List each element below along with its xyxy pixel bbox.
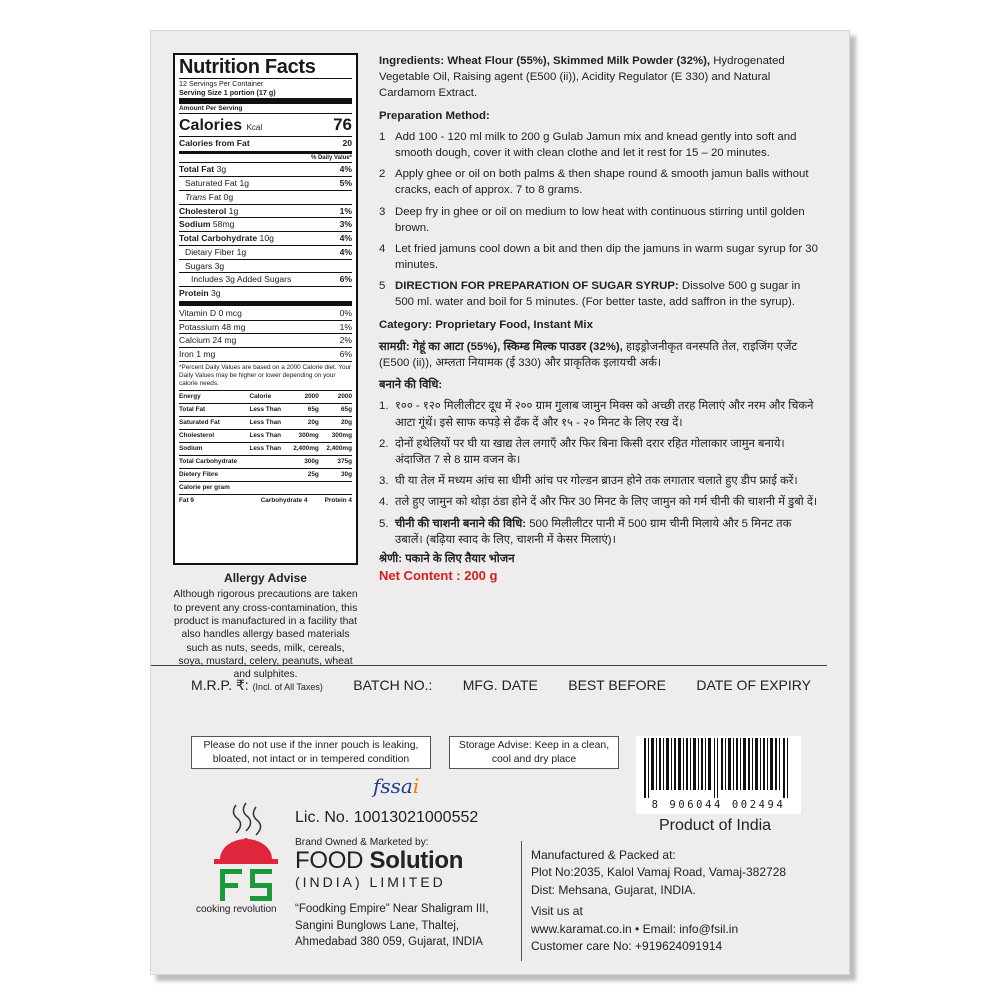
mrp-row xyxy=(191,677,811,694)
nutrient-row: Total Carbohydrate 10g 4% xyxy=(179,233,352,244)
calories-value: 76 xyxy=(333,115,352,135)
best-before-label: BEST BEFORE xyxy=(568,677,667,693)
list-item: 2 Apply ghee or oil on both palms & then shape round & smooth jamun balls without cracks, each of approx. 7 to 8 grams. xyxy=(379,168,809,197)
calories-label: Calories xyxy=(179,117,243,135)
serving-size: Serving Size 1 portion (17 g) xyxy=(179,88,276,97)
table-row: Total Carbohydrate 300g 375g xyxy=(179,455,352,468)
vitamin-row: Potassium 48 mg 1% xyxy=(179,321,352,332)
nutrient-row: Trans Fat 0g xyxy=(179,190,352,204)
category-hi: श्रेणी: पकाने के लिए तैयार भोजन xyxy=(379,552,515,565)
nutrient-row: Sodium 58mg 3% xyxy=(179,219,352,230)
dv-header: % Daily Value* xyxy=(310,154,352,161)
license-number: Lic. No. 10013021000552 xyxy=(295,809,479,826)
fssai-logo: fssai xyxy=(373,774,420,798)
table-row: Calorie per gram xyxy=(179,481,352,494)
mrp-label: M.R.P. ₹: (Incl. of All Taxes) xyxy=(191,677,323,693)
vitamin-row: Vitamin D 0 mcg 0% xyxy=(179,307,352,318)
list-item: 1 Add 100 - 120 ml milk to 200 g Gulab Jamun mix and knead gently into soft and smooth dough, cover it with clean clothe and let it rest for 15 – 20 minutes. xyxy=(379,130,797,159)
barcode xyxy=(636,736,801,814)
nutrient-row: Protein 3g xyxy=(179,286,352,300)
mfg-date-label: MFG. DATE xyxy=(462,677,538,693)
table-row: Dietery Fibre 25g 30g xyxy=(179,468,352,481)
expiry-label: DATE OF EXPIRY xyxy=(696,677,811,693)
list-item: 4 Let fried jamuns cool down a bit and then dip the jamuns in warm sugar syrup for 30 minutes. xyxy=(379,242,818,272)
barcode-digits: 8 906044 002494 xyxy=(651,799,786,811)
category-en: Category: Proprietary Food, Instant Mix xyxy=(379,318,593,331)
ingredients-hi: सामग्री: गेहूं का आटा (55%), स्किम्ड मिल्क पाउडर (32%), हाइड्रोजनीकृत वनस्पति तेल, राइजिंग एजेंट (E500 (ii)), अम्लता नियामक (ई 330) और प्राकृतिक इलायची अर्क। xyxy=(379,340,798,369)
net-content: Net Content : 200 g xyxy=(379,568,498,584)
vitamin-row: Calcium 24 mg 2% xyxy=(179,335,352,346)
servings-per-container: 12 Servings Per Container xyxy=(179,79,264,88)
product-info-text xyxy=(379,53,819,586)
pouch-warning: Please do not use if the inner pouch is leaking, bloated, not intact or in tempered condition xyxy=(191,736,431,769)
daily-value-table xyxy=(179,390,352,507)
dv-footnote: *Percent Daily Values are based on a 2000 Calorie diet. Your Daily Values may be higher or lower depending on your calorie needs. xyxy=(179,361,352,390)
list-item: 4. तले हुए जामुन को थोड़ा ठंडा होने दें और फिर 30 मिनट के लिए जामुन को गर्म चीनी की चाशनी में डुबो दें। xyxy=(379,496,818,509)
nutrient-row: Saturated Fat 1g 5% xyxy=(179,176,352,190)
calories-from-fat-row xyxy=(179,136,352,150)
calories-unit: Kcal xyxy=(246,123,263,133)
allergy-title: Allergy Advise xyxy=(224,571,307,585)
table-row: Fat 9 Carbohydrate 4 Protein 4 xyxy=(179,494,352,507)
table-row: Saturated Fat Less Than 20g 20g xyxy=(179,416,352,429)
brand-address: “Foodking Empire” Near Shaligram III, Sangini Bunglows Lane, Thaltej, Ahmedabad 380 059, Gujarat, INDIA xyxy=(295,903,489,949)
product-origin: Product of India xyxy=(659,817,772,834)
list-item: 3 Deep fry in ghee or oil on medium to low heat with continuous stirring until golden brown. xyxy=(379,205,805,234)
prep-steps-hi xyxy=(379,398,819,548)
list-item: 5. चीनी की चाशनी बनाने की विधि: 500 मिलीलीटर पानी में 500 ग्राम चीनी मिलाये और 5 मिनट तक उबालें। (बढ़िया स्वाद के लिए, चाशनी में केसर मिलाएं)। xyxy=(379,517,792,546)
table-row: Sodium Less Than 2,400mg 2,400mg xyxy=(179,442,352,455)
cal-fat-label: Calories from Fat xyxy=(179,138,250,149)
list-item: 2. दोनों हथेलियों पर घी या खाद्य तेल लगाएँ और फिर बिना किसी दरार रहित गोलाकार जामुन बनाये। अंदाजित 7 से 8 ग्राम वजन के। xyxy=(379,437,785,466)
table-row: Cholesterol Less Than 300mg 300mg xyxy=(179,429,352,442)
brand-owned-label: Brand Owned & Marketed by: xyxy=(295,837,429,848)
calories-row xyxy=(179,114,352,136)
batch-label: BATCH NO.: xyxy=(353,677,433,693)
prep-title: Preparation Method: xyxy=(379,109,490,122)
nutrient-row: Includes 3g Added Sugars 6% xyxy=(179,272,352,286)
amount-per-serving: Amount Per Serving xyxy=(179,105,243,112)
nutrition-title: Nutrition Facts xyxy=(179,56,316,78)
ingredients-en: Ingredients: Wheat Flour (55%), Skimmed Milk Powder (32%), Hydrogenated Vegetable Oil, Raising agent (E500 (ii)), Acidity Regulator (E 330) and Natural Cardamom Extract. xyxy=(379,55,785,100)
brand-india-limited: (INDIA) LIMITED xyxy=(295,874,446,891)
nutrient-row: Cholesterol 1g 1% xyxy=(179,205,352,216)
allergy-text: Although rigorous precautions are taken to prevent any cross-contamination, this product is manufactured in a facility that also handles allergy based materials such as nuts, seeds, milk, cereals, soya, mustard, celery, peanuts, wheat and sulphites. xyxy=(173,589,358,681)
table-row: Energy Calorie 2000 2000 xyxy=(179,390,352,403)
list-item: 1. १०० - १२० मिलीलीटर दूध में २०० ग्राम गुलाब जामुन मिक्स को अच्छी तरह मिलाएं और नरम और चिकने आटा गूंथें। इसे साफ कपड़े से ढँक दें और १५ - २० मिनट के लिए रख दें। xyxy=(379,400,814,429)
nutrient-row: Total Fat 3g 4% xyxy=(179,164,352,175)
brand-block xyxy=(295,837,463,890)
table-row: Total Fat Less Than 65g 65g xyxy=(179,403,352,416)
section-divider xyxy=(151,665,827,666)
manufacturer-info: Manufactured & Packed at: Plot No:2035, Kalol Vamaj Road, Vamaj-382728 Dist: Mehsana, Gujarat, INDIA. Visit us at www.karamat.co.in • Email: info@fsil.in Customer care No: +919624091914 xyxy=(531,848,787,953)
nutrient-row: Dietary Fiber 1g 4% xyxy=(179,245,352,259)
list-item: 5 DIRECTION FOR PREPARATION OF SUGAR SYRUP: Dissolve 500 g sugar in 500 ml. water and boil for 5 minutes. (For better taste, add saffron in the syrup). xyxy=(379,280,801,309)
storage-advise: Storage Advise: Keep in a clean, cool and dry place xyxy=(449,736,619,769)
nutrition-facts-panel xyxy=(173,53,358,565)
prep-title-hi: बनाने की विधि: xyxy=(379,379,443,392)
package-back-panel xyxy=(150,30,850,975)
vitamin-row: Iron 1 mg 6% xyxy=(179,349,352,360)
prep-steps-en xyxy=(379,129,819,311)
barcode-bars-icon xyxy=(636,736,801,798)
tagline: cooking revolution xyxy=(196,904,277,915)
cal-fat-value: 20 xyxy=(342,138,352,149)
list-item: 3. घी या तेल में मध्यम आंच सा धीमी आंच पर गोल्डन ब्राउन होने तक लगातार चलाते हुए डीप फ्राई करें। xyxy=(379,475,798,488)
brand-name: FOOD Solution xyxy=(295,847,464,874)
nutrient-row: Sugars 3g xyxy=(179,259,352,273)
vertical-divider xyxy=(521,841,522,961)
cooking-revolution-logo-icon xyxy=(206,801,284,911)
